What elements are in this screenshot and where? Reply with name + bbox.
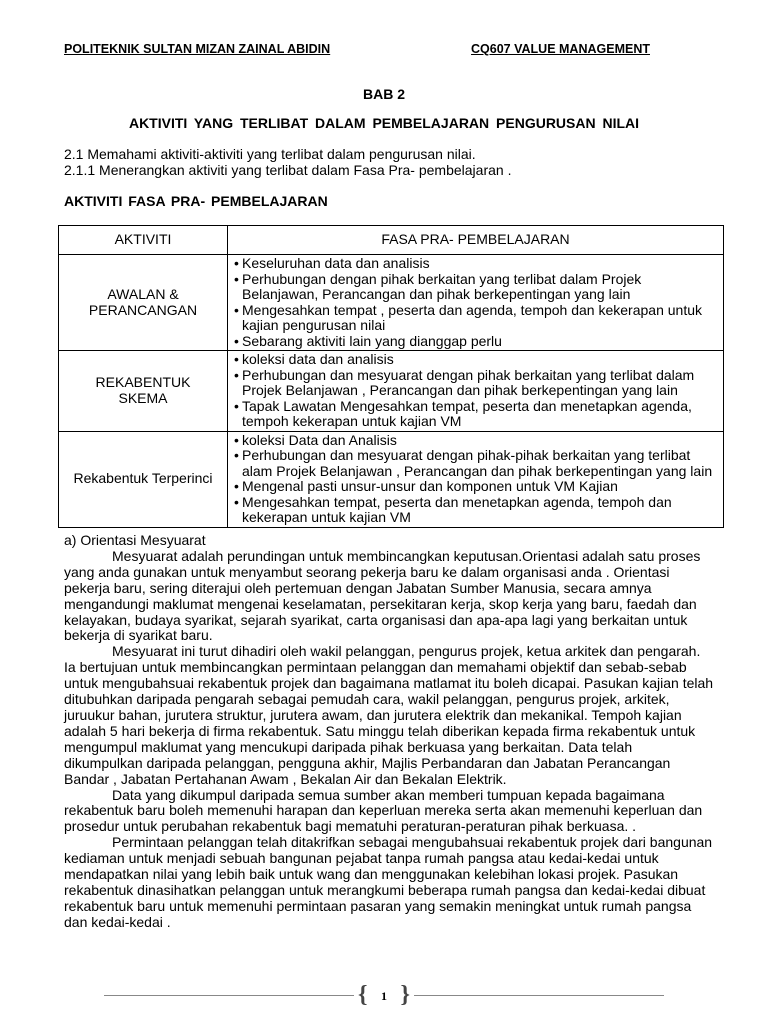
bullet-item: • koleksi Data dan Analisis [234,431,397,448]
bullet-item: • Perhubungan dan mesyuarat dengan pihak berkaitan yang terlibat dalam Projek Belanjawan , Perancangan dan pihak berkepentingan yang lain [234,366,695,398]
chapter-title: AKTIVITI YANG TERLIBAT DALAM PEMBELAJARAN PENGURUSAN NILAI [128,115,640,131]
bullet-item: • Keseluruhan data dan analisis [234,255,430,271]
bullet-item: • Sebarang aktiviti lain yang dianggap perlu [234,332,502,349]
activity-cell [59,351,228,432]
paragraph: Permintaan pelanggan telah ditakrifkan sebagai mengubahsuai rekabentuk projek dari bangunan kediaman untuk menjadi sebuah bangunan pejabat tanpa rumah pangsa atau kedai-kedai untuk mendapatkan nilai yang lebih baik untuk wang dan menggunakan kelebihan lokasi projek. Pasukan rekabentuk dinasihatkan pelanggan untuk merangkumi beberapa rumah pangsa dan kedai-kedai dibuat rekabentuk baru untuk memenuhi permintaan pasaran yang semakin meningkat untuk rumah pangsa dan kedai-kedai . [64,834,713,930]
chapter-number: BAB 2 [362,86,405,102]
page-number: 1 [381,989,387,1003]
page-number-box [354,984,414,1008]
points-cell [228,255,724,351]
points-cell [228,431,724,527]
footer-rule-right [414,995,664,996]
body-text [64,533,714,931]
bullet-item: • Perhubungan dengan pihak berkaitan yang terlibat dalam Projek Belanjawan, Perancangan dan pihak berkepentingan yang lain [234,270,642,302]
right-brace-icon: } [400,982,410,1008]
bullet-item: • Tapak Lawatan Mengesahkan tempat, peserta dan menetapkan agenda, tempoh kekerapan untuk kajian VM [234,397,692,429]
points-cell [228,351,724,432]
table-row [59,431,724,527]
paragraph: Data yang dikumpul daripada semua sumber akan memberi tumpuan kepada bagaimana rekabentuk baru boleh memenuhi harapan dan keperluan mereka serta akan memenuhi keperluan dan prosedur untuk perubahan rekabentuk bagi mematuhi peraturan-peraturan pihak berkuasa. . [64,786,703,835]
table-row [59,255,724,351]
column-header-activity: AKTIVITI [59,226,228,255]
left-brace-icon: { [358,982,368,1008]
page-footer [104,984,664,1008]
course-code: CQ607 VALUE MANAGEMENT [471,42,650,56]
objective-item: 2.1.1 Menerangkan aktiviti yang terlibat dalam Fasa Pra- pembelajaran . [64,162,512,178]
paragraph: Mesyuarat ini turut dihadiri oleh wakil pelanggan, pengurus projek, ketua arkitek dan pengarah. Ia bertujuan untuk membincangkan permintaan pelanggan dan memahami objektif dan sebab-sebab untuk mengubahsuai rekabentuk projek dan bagaimana matlamat itu boleh dicapai. Pasukan kajian telah ditubuhkan daripada pengarah sebagai pemudah cara, wakil pelanggan, pengurus projek, arkitek, juruukur bahan, jurutera struktur, jurutera awam, dan jurutera elektrik dan mekanikal. Tempoh kajian adalah 5 hari bekerja di firma rekabentuk. Satu minggu telah diberikan kepada firma rekabentuk untuk mengumpul maklumat yang mencukupi daripada pihak berkuasa yang berkaitan. Data telah dikumpulkan daripada pelanggan, pengguna akhir, Majlis Perbandaran dan Jabatan Perancangan Bandar , Jabatan Pertahanan Awam , Bekalan Air dan Bekalan Elektrik. [64,643,714,787]
bullet-item: • Mengesahkan tempat , peserta dan agenda, tempoh dan kekerapan untuk kajian pengurusan nilai [234,301,702,333]
activity-label: AWALAN & PERANCANGAN [88,286,198,318]
page-header [64,42,650,56]
bullet-item: • koleksi data dan analisis [234,351,394,367]
column-header-phase: FASA PRA- PEMBELAJARAN [228,226,724,255]
activity-label: Rekabentuk Terperinci [73,470,213,487]
activity-table [58,225,724,528]
objectives-list [64,146,511,178]
footer-rule-left [104,995,354,996]
paragraph: Mesyuarat adalah perundingan untuk membincangkan keputusan.Orientasi adalah satu proses yang anda gunakan untuk menyambut seorang pekerja baru ke dalam organisasi anda . Orientasi pekerja baru, sering diterajui oleh pertemuan dengan Jabatan Sumber Manusia, secara amnya mengandungi maklumat mengenai keselamatan, persekitaran kerja, skop kerja yang baru, faedah dan kelayakan, budaya syarikat, sejarah syarikat, carta organisasi dan apa-apa lagi yang berkaitan untuk bekerja di syarikat baru. [64,547,701,644]
activity-label: REKABENTUK SKEMA [95,374,191,406]
bullet-item: • Perhubungan dan mesyuarat dengan pihak-pihak berkaitan yang terlibat alam Projek Belanjawan , Perancangan dan pihak berkepentingan yang lain [234,447,713,479]
institution-name: POLITEKNIK SULTAN MIZAN ZAINAL ABIDIN [64,42,331,56]
activity-cell [59,255,228,351]
activity-cell [59,431,228,527]
bullet-item: • Mengesahkan tempat, peserta dan menetapkan agenda, tempoh dan kekerapan untuk kajian VM [234,493,672,525]
bullet-item: • Mengenal pasti unsur-unsur dan komponen untuk VM Kajian [234,478,618,494]
table-row [59,351,724,432]
section-heading: AKTIVITI FASA PRA- PEMBELAJARAN [64,193,328,209]
table-header-row [59,226,724,255]
subsection-title: a) Orientasi Mesyuarat [64,532,206,548]
objective-item: 2.1 Memahami aktiviti-aktiviti yang terlibat dalam pengurusan nilai. [64,146,476,162]
